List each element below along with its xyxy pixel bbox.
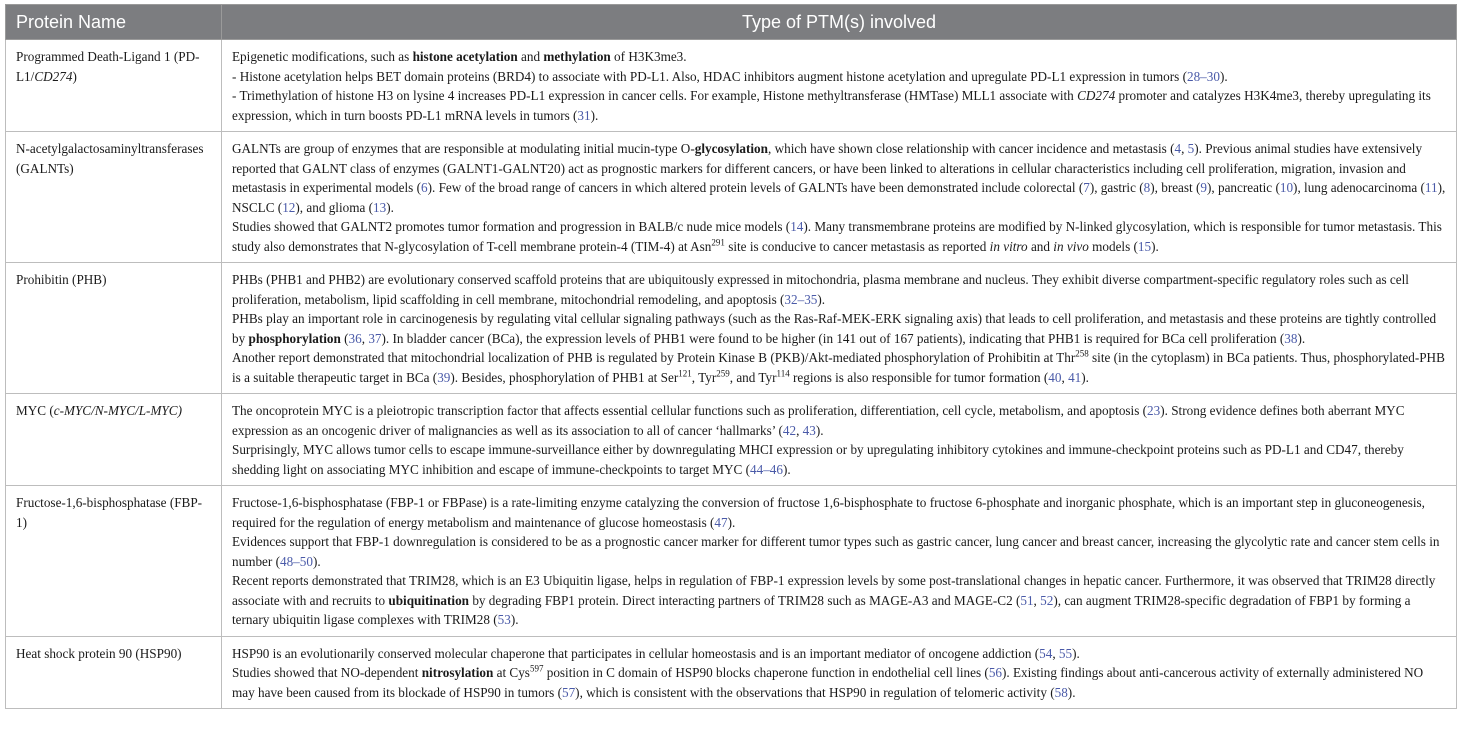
table-row xyxy=(6,40,1457,132)
header-protein-name: Protein Name xyxy=(6,5,222,40)
ptm-paragraph: Studies showed that GALNT2 promotes tumor formation and progression in BALB/c nude mice models (14). Many transmembrane proteins are modified by N-linked glycosylation, which is responsible for tumor metastasis. This study also demonstrates that N-glycosylation of T-cell membrane protein-4 (TIM-4) at Asn$^{291}$ site is conducive to cancer metastasis as reported in vitro and in vivo models (15). xyxy=(232,219,1442,254)
ptm-description-cell xyxy=(222,263,1457,394)
header-ptm-type: Type of PTM(s) involved xyxy=(222,5,1457,40)
table-row xyxy=(6,486,1457,637)
protein-name-cell: Heat shock protein 90 (HSP90) xyxy=(6,636,222,709)
ptm-paragraph: Epigenetic modifications, such as histone acetylation and methylation of H3K3me3. xyxy=(232,49,687,64)
ptm-paragraph: Evidences support that FBP-1 downregulation is considered to be as a prognostic cancer marker for different tumor types such as gastric cancer, lung cancer and breast cancer, increasing the glycolytic rate and cancer stem cells in number (48–50). xyxy=(232,534,1440,569)
ptm-paragraph: PHBs play an important role in carcinogenesis by regulating vital cellular signaling pathways (such as the Ras-Raf-MEK-ERK signaling axis) that leads to cell proliferation, and metastasis and these proteins are tightly controlled by phosphorylation (36, 37). In bladder cancer (BCa), the expression levels of PHB1 were found to be higher (in 141 out of 167 patients), indicating that PHB1 is required for BCa cell proliferation (38). xyxy=(232,311,1437,346)
ptm-description-cell xyxy=(222,40,1457,132)
ptm-description-cell xyxy=(222,394,1457,486)
ptm-paragraph: GALNTs are group of enzymes that are responsible at modulating initial mucin-type O-glycosylation, which have shown close relationship with cancer incidence and metastasis (4, 5). Previous animal studies have extensively reported that GALNT class of enzymes (GALNT1-GALNT20) act as prognostic markers for different cancers, or have been linked to alterations in cellular characteristics including cell proliferation, migration, invasion and metastasis in experimental models (6). Few of the broad range of cancers in which altered protein levels of GALNTs have been demonstrated include colorectal (7), gastric (8), breast (9), pancreatic (10), lung adenocarcinoma (11), NSCLC (12), and glioma (13). xyxy=(232,141,1446,215)
ptm-paragraph: Surprisingly, MYC allows tumor cells to escape immune-surveillance either by downregulating MHCI expression or by upregulating inhibitory cytokines and immune-checkpoint proteins such as PD-L1 and CD47, thereby shedding light on associating MYC inhibition and escape of immune-checkpoints to target MYC (44–46). xyxy=(232,442,1404,477)
protein-name-cell: Programmed Death-Ligand 1 (PD-L1/CD274) xyxy=(6,40,222,132)
ptm-description-cell xyxy=(222,132,1457,263)
table-row xyxy=(6,394,1457,486)
protein-name-cell: Fructose-1,6-bisphosphatase (FBP-1) xyxy=(6,486,222,637)
protein-name-cell: N-acetylgalactosaminyltransferases (GALNTs) xyxy=(6,132,222,263)
ptm-paragraph: Studies showed that NO-dependent nitrosylation at Cys$^{597}$ position in C domain of HSP90 blocks chaperone function in endothelial cell lines (56). Existing findings about anti-cancerous activity of externally administered NO may have been caused from its blockade of HSP90 in tumors (57), which is consistent with the observations that HSP90 in regulation of telomeric activity (58). xyxy=(232,663,1424,700)
protein-name-cell: MYC (c-MYC/N-MYC/L-MYC) xyxy=(6,394,222,486)
protein-name-cell: Prohibitin (PHB) xyxy=(6,263,222,394)
ptm-paragraph: Fructose-1,6-bisphosphatase (FBP-1 or FBPase) is a rate-limiting enzyme catalyzing the conversion of fructose 1,6-bisphosphate to fructose 6-phosphate and inorganic phosphate, which is an important step in gluconeogenesis, required for the regulation of energy metabolism and maintenance of glucose homeostasis (47). xyxy=(232,495,1425,530)
ptm-paragraph: The oncoprotein MYC is a pleiotropic transcription factor that affects essential cellular functions such as proliferation, differentiation, cell cycle, metabolism, and apoptosis (23). Strong evidence defines both aberrant MYC expression as an oncogenic driver of malignancies as well as its association to all of cancer ‘hallmarks’ (42, 43). xyxy=(232,403,1405,438)
ptm-paragraph: - Trimethylation of histone H3 on lysine 4 increases PD-L1 expression in cancer cells. For example, Histone methyltransferase (HMTase) MLL1 associate with CD274 promoter and catalyzes H3K4me3, thereby upregulating its expression, which in turn boosts PD-L1 mRNA levels in tumors (31). xyxy=(232,88,1431,123)
table-row xyxy=(6,263,1457,394)
ptm-description-cell xyxy=(222,636,1457,709)
ptm-paragraph: Another report demonstrated that mitochondrial localization of PHB is regulated by Protein Kinase B (PKB)/Akt-mediated phosphorylation of Prohibitin at Thr$^{258}$ site (in the cytoplasm) in BCa patients. Thus, phosphorylated-PHB is a suitable therapeutic target in BCa (39). Besides, phosphorylation of PHB1 at Ser$^{121}$, Tyr$^{259}$, and Tyr$^{114}$ regions is also responsible for tumor formation (40, 41). xyxy=(232,348,1445,385)
ptm-description-cell xyxy=(222,486,1457,637)
table-header xyxy=(6,5,1457,40)
ptm-paragraph: HSP90 is an evolutionarily conserved molecular chaperone that participates in cellular homeostasis and is an important mediator of oncogene addiction (54, 55). xyxy=(232,645,1080,661)
table-row xyxy=(6,132,1457,263)
ptm-table xyxy=(5,4,1457,709)
table-row xyxy=(6,636,1457,709)
table-body xyxy=(6,40,1457,709)
ptm-paragraph: - Histone acetylation helps BET domain proteins (BRD4) to associate with PD-L1. Also, HDAC inhibitors augment histone acetylation and upregulate PD-L1 expression in tumors (28–30). xyxy=(232,68,1228,84)
ptm-paragraph: Recent reports demonstrated that TRIM28, which is an E3 Ubiquitin ligase, helps in regulation of FBP-1 expression levels by some post-translational changes in hepatic cancer. Furthermore, it was observed that TRIM28 directly associate with and recruits to ubiquitination by degrading FBP1 protein. Direct interacting partners of TRIM28 such as MAGE-A3 and MAGE-C2 (51, 52), can augment TRIM28-specific degradation of FBP1 by forming a ternary ubiquitin ligase complexes with TRIM28 (53). xyxy=(232,573,1436,627)
ptm-paragraph: PHBs (PHB1 and PHB2) are evolutionary conserved scaffold proteins that are ubiquitously expressed in mitochondria, plasma membrane and nucleus. They exhibit diverse compartment-specific regulatory roles such as cell proliferation, metabolism, lipid scaffolding in cell membrane, mitochondrial remodeling, and apoptosis (32–35). xyxy=(232,272,1409,307)
